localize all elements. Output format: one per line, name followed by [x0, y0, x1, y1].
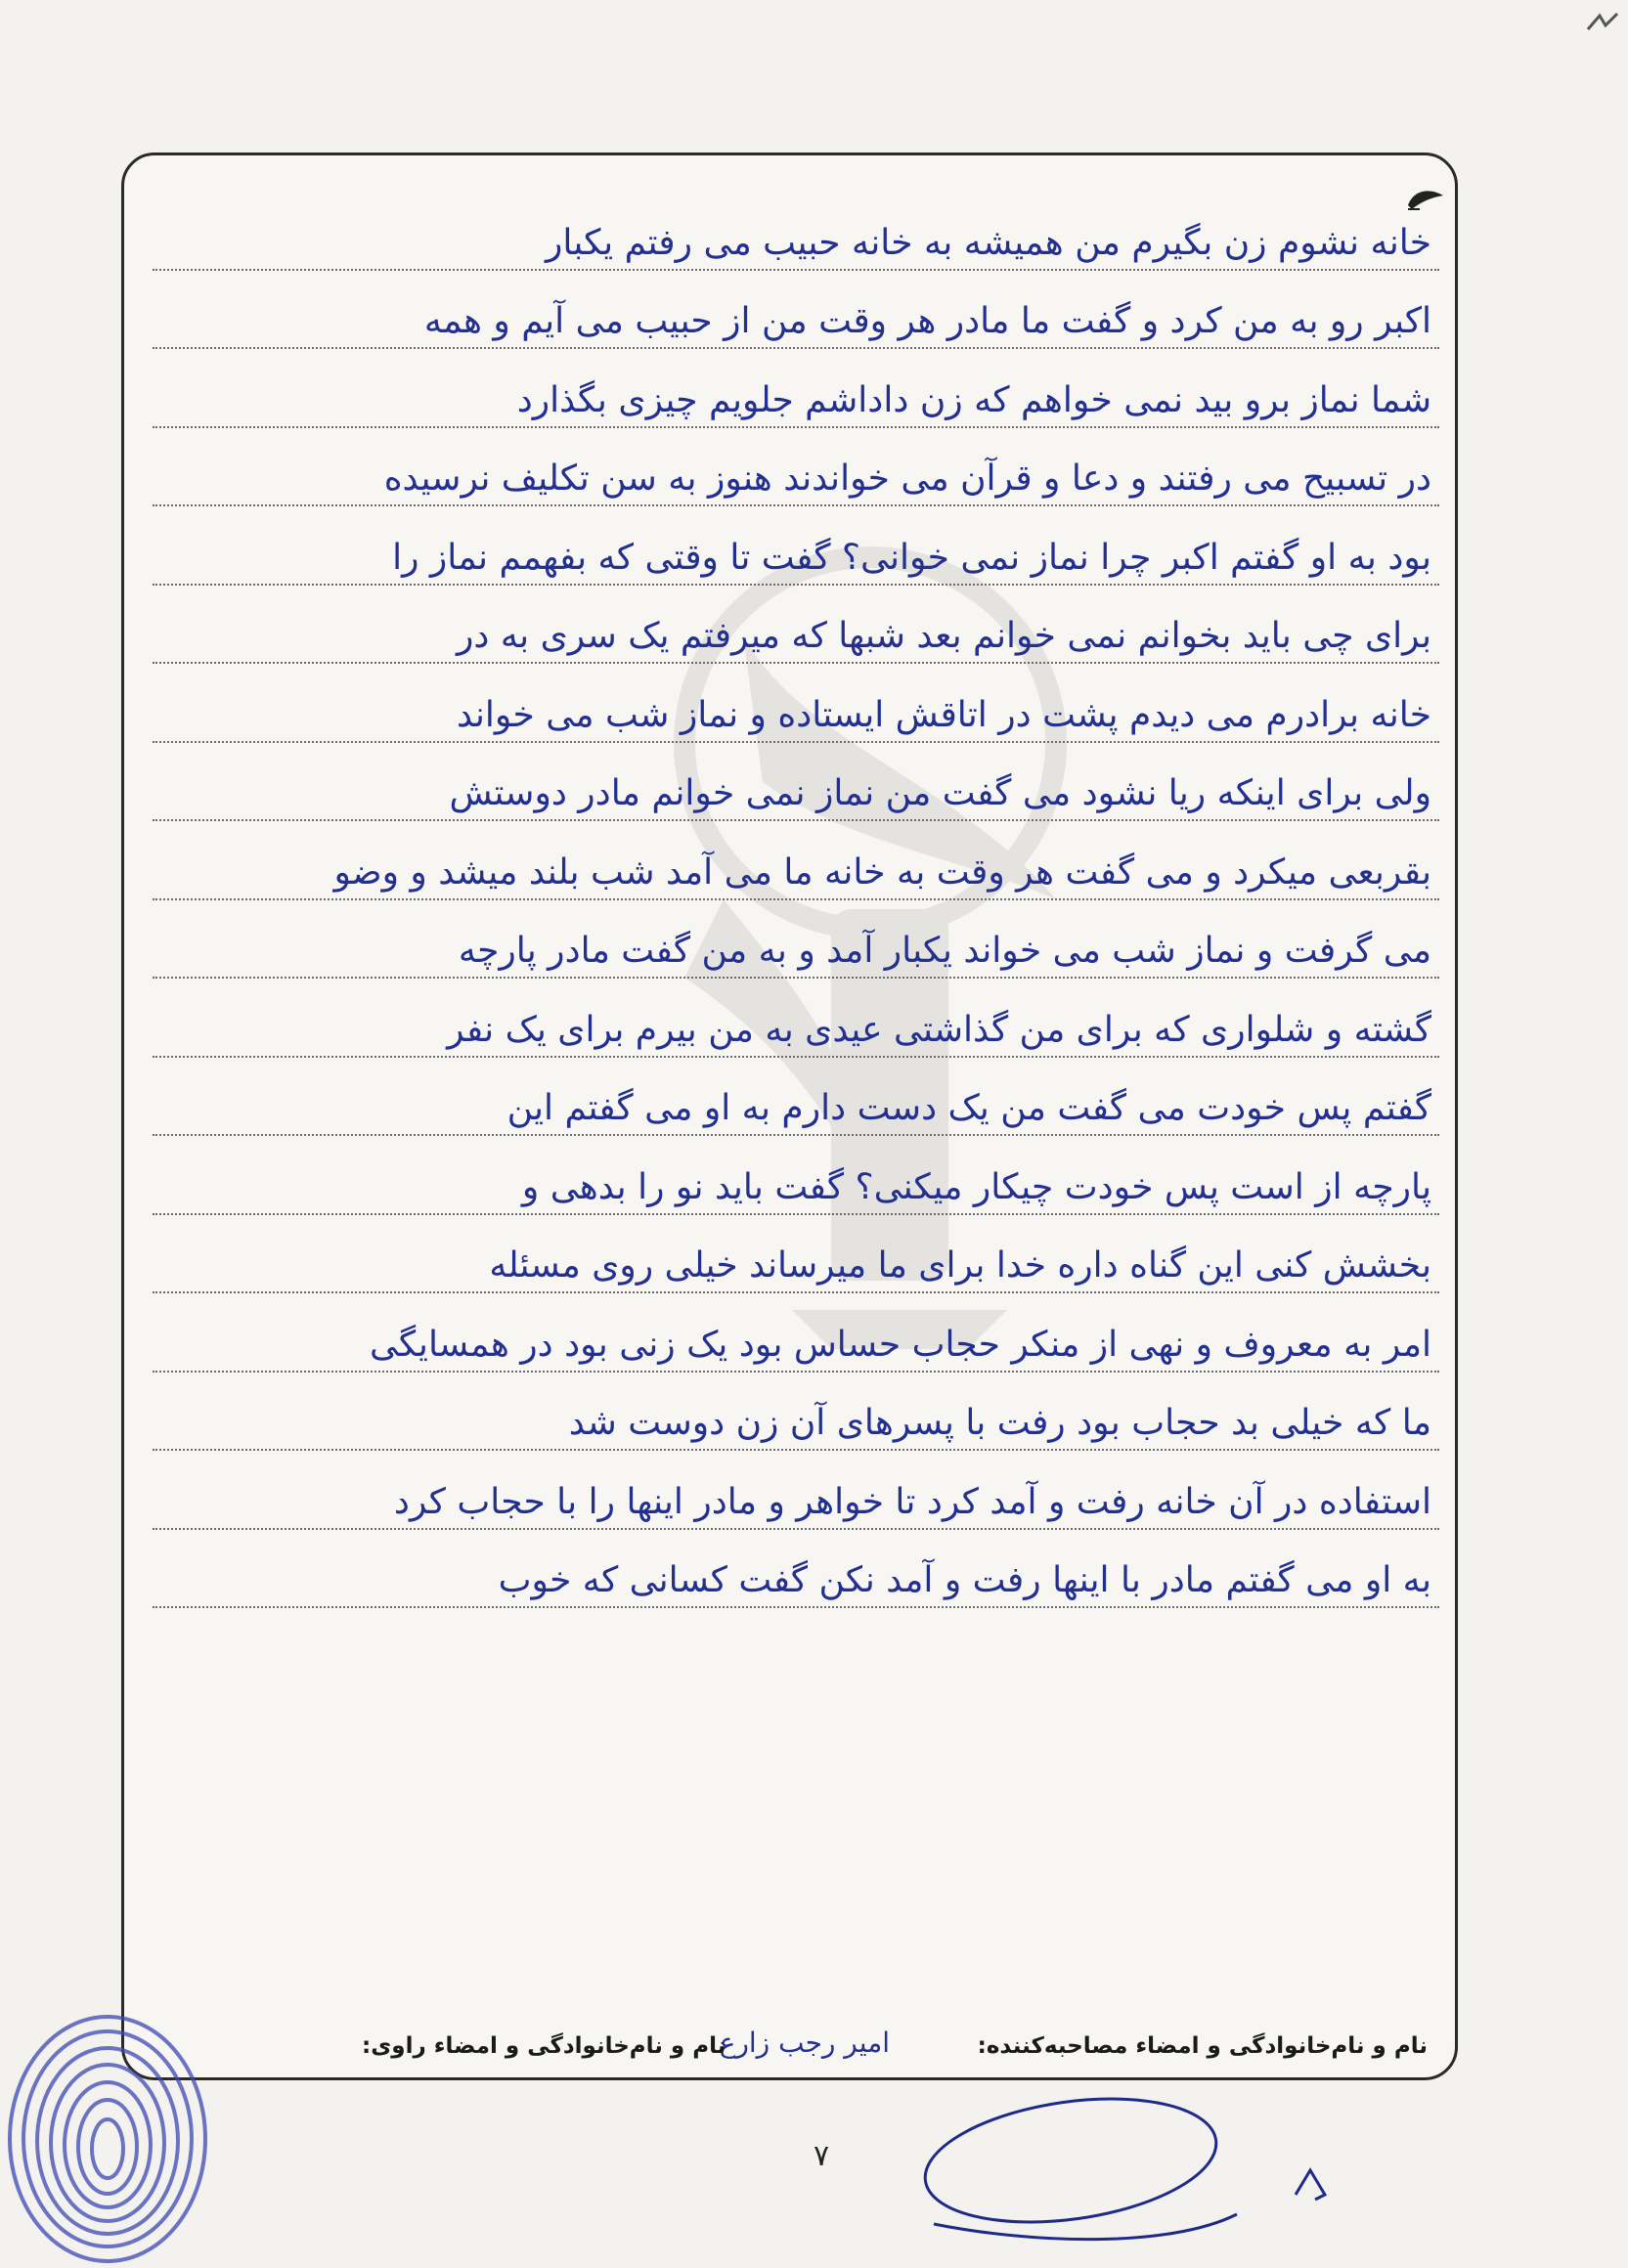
- handwritten-line: گشته و شلواری که برای من گذاشتی عیدی به من بیرم برای یک نفر: [447, 1009, 1431, 1050]
- interviewer-name: امیر رجب زارع: [719, 2027, 890, 2059]
- text-line: [153, 979, 1439, 1058]
- text-line: [153, 1530, 1439, 1609]
- fingerprint-icon: [0, 1992, 254, 2268]
- handwritten-line: بخشش کنی این گناه داره خدا برای ما میرساند خیلی روی مسئله: [489, 1245, 1431, 1286]
- text-line: [153, 821, 1439, 900]
- text-line: [153, 192, 1439, 271]
- handwritten-line: در تسبیح می رفتند و دعا و قرآن می خواندند هنوز به سن تکلیف نرسیده: [383, 458, 1431, 499]
- text-line: [153, 506, 1439, 586]
- handwritten-text-area: [153, 192, 1439, 1608]
- page-number: ۷: [813, 2139, 830, 2173]
- handwritten-line: ما که خیلی بد حجاب بود رفت با پسرهای آن زن دوست شد: [568, 1403, 1431, 1443]
- signature-footer: [147, 2018, 1437, 2067]
- text-line: [153, 428, 1439, 507]
- text-line: [153, 586, 1439, 665]
- handwritten-line: پارچه از است پس خودت چیکار میکنی؟ گفت باید نو را بدهی و: [521, 1166, 1431, 1207]
- text-line: [153, 349, 1439, 428]
- handwritten-line: اکبر رو به من کرد و گفت ما مادر هر وقت من از حبیب می آیم و همه: [423, 301, 1431, 341]
- text-line: [153, 1215, 1439, 1294]
- narrator-label: نام و نام‌خانوادگی و امضاء راوی:: [362, 2033, 726, 2059]
- text-line: [153, 1136, 1439, 1215]
- text-line: [153, 900, 1439, 980]
- handwritten-line: شما نماز برو بید نمی خواهم که زن داداشم جلویم چیزی بگذارد: [516, 379, 1431, 420]
- text-line: [153, 271, 1439, 350]
- handwritten-line: خانه برادرم می دیدم پشت در اتاقش ایستاده و نماز شب می خواند: [457, 694, 1431, 735]
- handwritten-line: بود به او گفتم اکبر چرا نماز نمی خوانی؟ گفت تا وقتی که بفهمم نماز را: [392, 537, 1431, 578]
- text-line: [153, 1451, 1439, 1530]
- text-line: [153, 1058, 1439, 1137]
- signature-icon: [914, 2077, 1364, 2268]
- text-line: [153, 743, 1439, 822]
- handwritten-line: بقربعی میکرد و می گفت هر وقت به خانه ما می آمد شب بلند میشد و وضو: [333, 851, 1431, 893]
- text-line: [153, 1293, 1439, 1373]
- handwritten-line: به او می گفتم مادر با اینها رفت و آمد نکن گفت کسانی که خوب: [498, 1560, 1431, 1600]
- handwritten-line: خانه نشوم زن بگیرم من همیشه به خانه حبیب می رفتم یکبار: [546, 222, 1431, 263]
- text-line: [153, 1373, 1439, 1452]
- text-line: [153, 664, 1439, 743]
- handwritten-line: برای چی باید بخوانم نمی خوانم بعد شبها که میرفتم یک سری به در: [456, 616, 1431, 656]
- interviewer-label: نام و نام‌خانوادگی و امضاء مصاحبه‌کننده:: [977, 2033, 1428, 2059]
- handwritten-line: امر به معروف و نهی از منکر حجاب حساس بود یک زنی بود در همسایگی: [370, 1324, 1431, 1365]
- handwritten-line: ولی برای اینکه ریا نشود می گفت من نماز نمی خوانم مادر دوستش: [449, 773, 1431, 813]
- handwritten-line: استفاده در آن خانه رفت و آمد کرد تا خواهر و مادر اینها را با حجاب کرد: [393, 1481, 1431, 1522]
- handwritten-line: می گرفت و نماز شب می خواند یکبار آمد و به من گفت مادر پارچه: [458, 931, 1431, 971]
- corner-scribble-icon: [1584, 8, 1623, 37]
- handwritten-line: گفتم پس خودت می گفت من یک دست دارم به او می گفتم این: [506, 1088, 1431, 1128]
